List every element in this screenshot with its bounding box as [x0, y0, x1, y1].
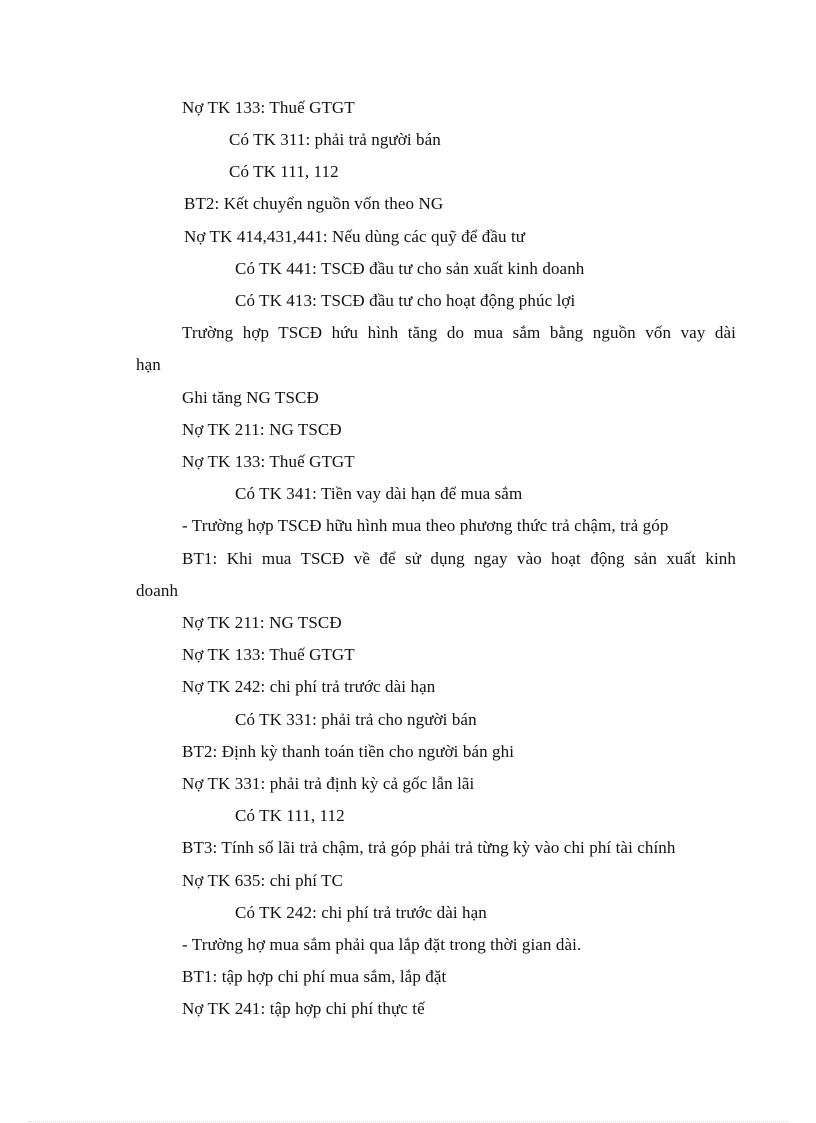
text-line: Nợ TK 133: Thuế GTGT — [182, 452, 355, 471]
text-line: BT2: Định kỳ thanh toán tiền cho người bán ghi — [182, 742, 515, 761]
text-line: Nợ TK 211: NG TSCĐ — [182, 613, 342, 632]
text-line: Có TK 441: TSCĐ đầu tư cho sản xuất kinh doanh — [235, 259, 585, 278]
text-line: Nợ TK 133: Thuế GTGT — [182, 98, 355, 117]
text-line: Nợ TK 241: tập hợp chi phí thực tế — [182, 999, 425, 1018]
text-line: BT3: Tính số lãi trả chậm, trả góp phải trả từng kỳ vào chi phí tài chính — [182, 838, 676, 857]
text-line: Có TK 111, 112 — [235, 806, 345, 825]
text-line: Có TK 413: TSCĐ đầu tư cho hoạt động phúc lợi — [235, 291, 576, 310]
text-line: Nợ TK 242: chi phí trả trước dài hạn — [182, 677, 436, 696]
text-line: Có TK 111, 112 — [229, 162, 339, 181]
text-line: Có TK 341: Tiền vay dài hạn để mua sắm — [235, 484, 523, 503]
text-line: doanh — [136, 581, 179, 600]
text-line: hạn — [136, 355, 161, 374]
text-line: Nợ TK 133: Thuế GTGT — [182, 645, 355, 664]
text-line: - Trường hợ mua sắm phải qua lắp đặt trong thời gian dài. — [182, 935, 582, 954]
text-line: Nợ TK 414,431,441: Nếu dùng các quỹ để đầu tư — [184, 227, 526, 246]
text-line: Trường hợp TSCĐ hứu hình tăng do mua sắm bằng nguồn vốn vay dài — [182, 323, 736, 342]
page-bottom-rule — [28, 1121, 788, 1122]
text-line: Có TK 331: phải trả cho người bán — [235, 710, 477, 729]
text-line: Ghi tăng NG TSCĐ — [182, 388, 319, 407]
text-line: Nợ TK 331: phải trả định kỳ cả gốc lẫn lãi — [182, 774, 475, 793]
text-line: Nợ TK 211: NG TSCĐ — [182, 420, 342, 439]
text-line: Nợ TK 635: chi phí TC — [182, 871, 344, 890]
text-line: Có TK 311: phải trả người bán — [229, 130, 441, 149]
text-line: Có TK 242: chi phí trả trước dài hạn — [235, 903, 487, 922]
text-line: - Trường hợp TSCĐ hữu hình mua theo phương thức trả chậm, trả góp — [182, 516, 669, 535]
text-line: BT1: Khi mua TSCĐ về để sử dụng ngay vào hoạt động sản xuất kinh — [182, 549, 736, 568]
text-line: BT2: Kết chuyển nguồn vốn theo NG — [184, 194, 444, 213]
text-line: BT1: tập hợp chi phí mua sắm, lắp đặt — [182, 967, 447, 986]
